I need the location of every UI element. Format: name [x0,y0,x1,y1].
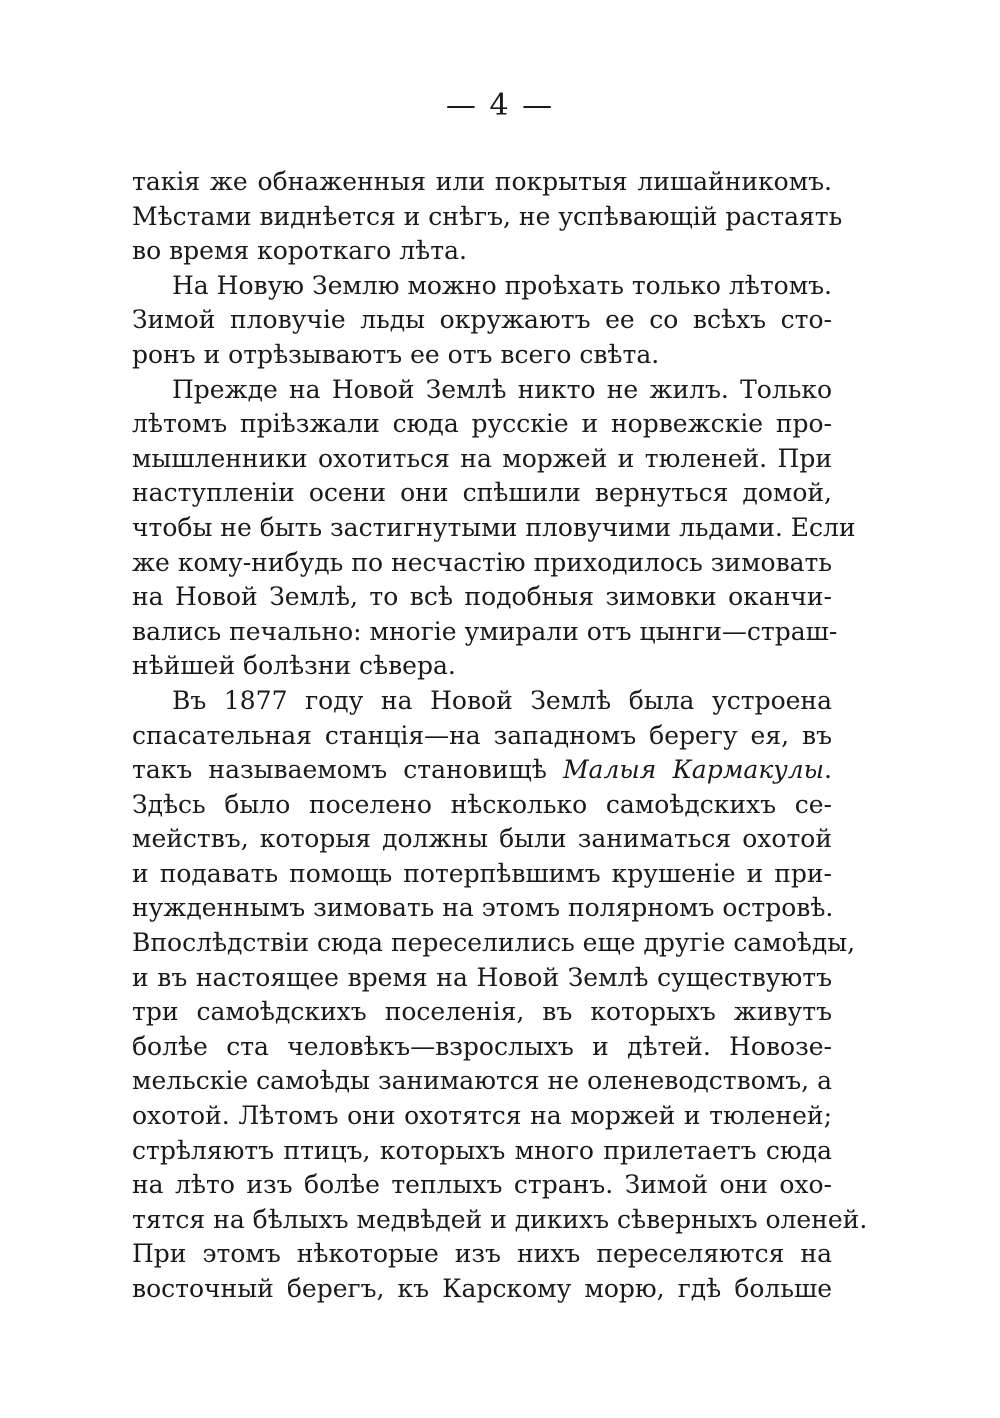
text-line: Въ 1877 году на Новой Землѣ была устроена [172,685,832,715]
text-line: Здѣсь было поселено нѣсколько самоѣдскихъ се- [132,789,832,819]
paragraph [132,373,856,684]
text-line: Зимой пловучіе льды окружаютъ ее со всѣхъ сто- [132,305,832,335]
page-number: — 4 — [445,88,555,123]
text-line: вались печально: многіе умирали отъ цынги—страш- [132,616,838,646]
paragraph [132,684,868,1307]
text-line: При этомъ нѣкоторые изъ нихъ переселяются на [132,1239,832,1269]
text-line: спасательная станція—на западномъ берегу ея, въ [132,720,832,750]
text-line: Прежде на Новой Землѣ никто не жилъ. Только [172,374,832,404]
paragraph [132,165,843,269]
text-body [132,165,868,1307]
paragraph [132,269,832,373]
text-line: во время короткаго лѣта. [132,236,467,266]
text-line: ронъ и отрѣзываютъ ее отъ всего свѣта. [132,339,660,369]
text-line: такъ называемомъ становищѣ Малыя Кармакулы. [132,755,832,785]
text-line: охотой. Лѣтомъ они охотятся на моржей и тюленей; [132,1101,832,1131]
text-line: нѣйшей болѣзни сѣвера. [132,651,456,681]
text-line: тятся на бѣлыхъ медвѣдей и дикихъ сѣверныхъ оленей. [132,1204,868,1234]
text-line: такія же обнаженныя или покрытыя лишайникомъ. [132,167,832,196]
text-line: мействъ, которыя должны были заниматься охотой [132,824,832,854]
text-line: стрѣляютъ птицъ, которыхъ много прилетаетъ сюда [132,1135,832,1165]
text-line: и подавать помощь потерпѣвшимъ крушеніе и при- [132,858,832,888]
text-line: лѣтомъ пріѣзжали сюда русскіе и норвежскіе про- [132,409,832,439]
text-line: наступленіи осени они спѣшили вернуться домой, [132,478,832,508]
text-line: три самоѣдскихъ поселенія, въ которыхъ живутъ [132,997,832,1027]
text-line: На Новую Землю можно проѣхать только лѣтомъ. [172,270,832,300]
text-line: на лѣто изъ болѣе теплыхъ странъ. Зимой они охо- [132,1170,832,1200]
text-line: мельскіе самоѣды занимаются не оленеводствомъ, а [132,1066,832,1096]
text-line: и въ настоящее время на Новой Землѣ существуютъ [132,962,832,992]
text-line: Мѣстами виднѣется и снѣгъ, не успѣвающій растаять [132,201,843,231]
text-line: нужденнымъ зимовать на этомъ полярномъ островѣ. [132,893,834,923]
text-line: на Новой Землѣ, то всѣ подобныя зимовки оканчи- [132,582,832,612]
text-line: мышленники охотиться на моржей и тюленей. При [132,443,832,473]
text-line: же кому-нибудь по несчастію приходилось зимовать [132,547,832,577]
text-line: Впослѣдствіи сюда переселились еще другіе самоѣды, [132,928,856,958]
place-name-italic: Малыя Кармакулы [562,755,825,785]
text-line: чтобы не быть застигнутыми пловучими льдами. Если [132,512,856,542]
text-line: болѣе ста человѣкъ—взрослыхъ и дѣтей. Новозе- [132,1031,832,1061]
text-line: восточный берегъ, къ Карскому морю, гдѣ больше [132,1274,832,1303]
